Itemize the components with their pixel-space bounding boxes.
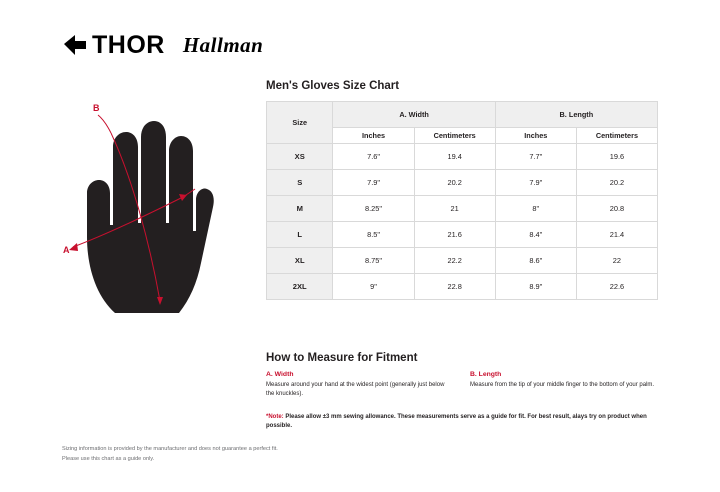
subheader-length-inches: Inches bbox=[495, 128, 576, 144]
size-chart-table bbox=[266, 101, 658, 300]
how-to-measure-columns bbox=[266, 371, 658, 399]
table-row bbox=[267, 196, 658, 222]
how-to-length-heading: B. Length bbox=[470, 371, 502, 378]
cell-length-inches: 7.7" bbox=[495, 144, 576, 170]
glove-diagram-svg bbox=[55, 85, 245, 315]
svg-text:A: A bbox=[63, 245, 70, 255]
how-to-width-column bbox=[266, 371, 454, 399]
cell-width-inches: 7.6" bbox=[333, 144, 414, 170]
cell-width-centimeters: 22.8 bbox=[414, 274, 495, 300]
footer-line-2: Please use this chart as a guide only. bbox=[62, 455, 155, 462]
header-width-group: A. Width bbox=[333, 102, 495, 128]
cell-width-inches: 8.25" bbox=[333, 196, 414, 222]
note-label: *Note: bbox=[266, 414, 284, 420]
svg-text:B: B bbox=[93, 103, 100, 113]
cell-length-centimeters: 21.4 bbox=[576, 222, 657, 248]
note-block bbox=[266, 413, 658, 431]
thor-logo bbox=[62, 32, 165, 58]
how-to-length-column bbox=[470, 371, 658, 399]
cell-length-centimeters: 19.6 bbox=[576, 144, 657, 170]
table-header-group-row bbox=[267, 102, 658, 128]
cell-size: XS bbox=[267, 144, 333, 170]
page-title: Men's Gloves Size Chart bbox=[266, 80, 400, 92]
how-to-length-body: Measure from the tip of your middle finger to the bottom of your palm. bbox=[470, 382, 655, 388]
glove-illustration bbox=[55, 85, 245, 315]
brand-header bbox=[62, 32, 263, 58]
subheader-width-centimeters: Centimeters bbox=[414, 128, 495, 144]
cell-length-centimeters: 22.6 bbox=[576, 274, 657, 300]
header-size: Size bbox=[267, 102, 333, 144]
cell-width-centimeters: 22.2 bbox=[414, 248, 495, 274]
cell-size: XL bbox=[267, 248, 333, 274]
thor-wordmark: THOR bbox=[92, 30, 165, 59]
cell-length-centimeters: 20.2 bbox=[576, 170, 657, 196]
header-length-group: B. Length bbox=[495, 102, 657, 128]
cell-width-inches: 9" bbox=[333, 274, 414, 300]
cell-width-centimeters: 20.2 bbox=[414, 170, 495, 196]
thor-hammer-icon bbox=[62, 32, 88, 58]
how-to-measure-section bbox=[266, 352, 658, 431]
cell-size: L bbox=[267, 222, 333, 248]
how-to-width-heading: A. Width bbox=[266, 371, 294, 378]
cell-length-inches: 8.4" bbox=[495, 222, 576, 248]
table-body bbox=[267, 144, 658, 300]
cell-length-inches: 8.6" bbox=[495, 248, 576, 274]
subheader-length-centimeters: Centimeters bbox=[576, 128, 657, 144]
table-row bbox=[267, 274, 658, 300]
cell-size: S bbox=[267, 170, 333, 196]
cell-length-inches: 7.9" bbox=[495, 170, 576, 196]
table-row bbox=[267, 248, 658, 274]
cell-width-centimeters: 19.4 bbox=[414, 144, 495, 170]
cell-length-inches: 8.9" bbox=[495, 274, 576, 300]
cell-width-inches: 8.75" bbox=[333, 248, 414, 274]
table-row bbox=[267, 144, 658, 170]
cell-width-inches: 7.9" bbox=[333, 170, 414, 196]
cell-width-centimeters: 21 bbox=[414, 196, 495, 222]
footer-line-1: Sizing information is provided by the manufacturer and does not guarantee a perfect fit. bbox=[62, 446, 278, 452]
table-row bbox=[267, 222, 658, 248]
hallman-wordmark: Hallman bbox=[182, 32, 264, 57]
footer-disclaimer bbox=[62, 445, 482, 464]
subheader-width-inches: Inches bbox=[333, 128, 414, 144]
cell-width-inches: 8.5" bbox=[333, 222, 414, 248]
note-body: Please allow ±3 mm sewing allowance. These measurements serve as a guide for fit. For best result, alays try on product when possible. bbox=[266, 414, 647, 429]
cell-length-centimeters: 22 bbox=[576, 248, 657, 274]
cell-length-centimeters: 20.8 bbox=[576, 196, 657, 222]
size-chart-section bbox=[266, 80, 658, 300]
cell-length-inches: 8" bbox=[495, 196, 576, 222]
cell-width-centimeters: 21.6 bbox=[414, 222, 495, 248]
cell-size: M bbox=[267, 196, 333, 222]
how-to-width-body: Measure around your hand at the widest point (generally just below the knuckles). bbox=[266, 382, 445, 397]
cell-size: 2XL bbox=[267, 274, 333, 300]
table-row bbox=[267, 170, 658, 196]
how-to-measure-title: How to Measure for Fitment bbox=[266, 352, 418, 364]
